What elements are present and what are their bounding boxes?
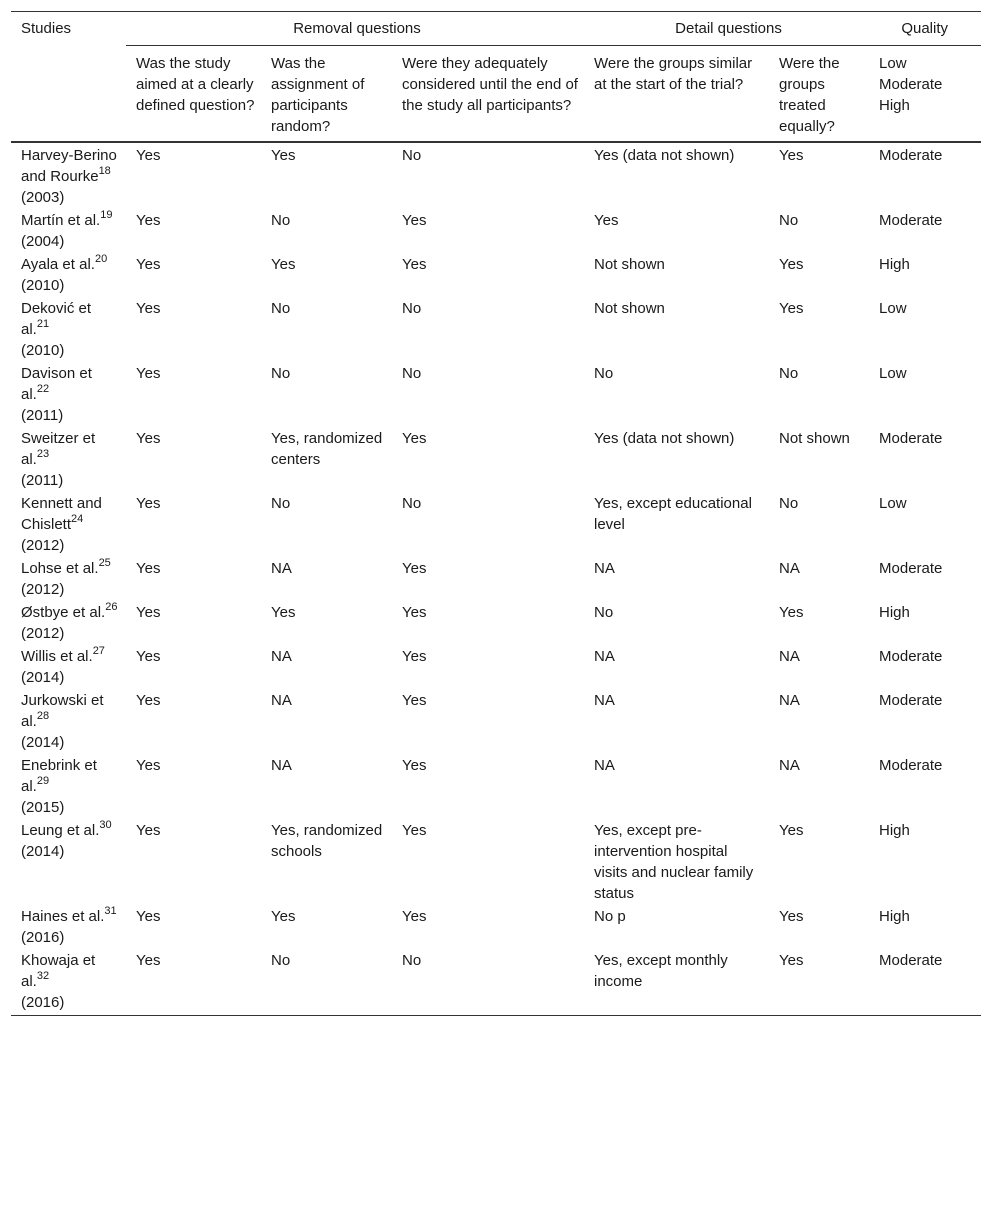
cell-quality: Low xyxy=(879,300,907,317)
cell-study xyxy=(11,427,126,492)
cell-random-assignment: Yes xyxy=(271,908,296,925)
study-reference-number: 31 xyxy=(104,905,117,917)
table-row xyxy=(11,142,981,209)
study-name: Willis et al. xyxy=(21,648,93,665)
cell-quality: Low xyxy=(879,495,907,512)
study-name: Martín et al. xyxy=(21,212,101,229)
cell-clearly-defined: Yes xyxy=(126,949,261,1016)
study-name: Deković et al. xyxy=(21,300,92,338)
cell-study xyxy=(11,557,126,601)
table-row xyxy=(11,427,981,492)
cell-random-assignment: NA xyxy=(271,560,292,577)
cell-groups-similar: Yes, except educational level xyxy=(594,495,752,533)
cell-clearly-defined: Yes xyxy=(136,908,161,925)
cell-clearly-defined: Yes xyxy=(136,365,161,382)
cell-groups-treated-equally: No xyxy=(779,495,799,512)
question-header-clearly-defined: Was the study aimed at a clearly defined question? xyxy=(126,46,261,143)
study-name: Harvey-Berino and Rourke xyxy=(21,147,117,185)
table-row xyxy=(11,601,981,645)
cell-clearly-defined: Yes xyxy=(136,147,161,164)
cell-clearly-defined: Yes xyxy=(136,495,161,512)
table-row xyxy=(11,689,981,754)
cell-participants-considered: Yes xyxy=(402,604,427,621)
cell-random-assignment: Yes xyxy=(271,604,296,621)
cell-quality: Moderate xyxy=(869,949,981,1016)
table-body xyxy=(11,142,981,1016)
cell-groups-similar: Yes (data not shown) xyxy=(594,430,735,447)
cell-study xyxy=(11,601,126,645)
question-header-participants-considered: Were they adequately considered until the end of the study all participants? xyxy=(392,46,584,143)
cell-random-assignment: NA xyxy=(271,757,292,774)
study-name: Østbye et al. xyxy=(21,604,106,621)
cell-clearly-defined: Yes xyxy=(136,604,161,621)
cell-participants-considered: Yes xyxy=(402,692,427,709)
quality-header: Quality xyxy=(869,12,981,46)
study-name: Lohse et al. xyxy=(21,560,99,577)
cell-random-assignment: Yes, randomized schools xyxy=(271,822,383,860)
study-name: Davison et al. xyxy=(21,365,92,403)
cell-groups-similar: NA xyxy=(594,692,615,709)
cell-random-assignment: No xyxy=(271,495,291,512)
table-row xyxy=(11,297,981,362)
cell-study xyxy=(11,142,126,209)
study-name: Leung et al. xyxy=(21,822,100,839)
cell-quality: High xyxy=(879,822,910,839)
study-reference-number: 24 xyxy=(71,513,84,525)
cell-clearly-defined: Yes xyxy=(136,212,161,229)
cell-clearly-defined: Yes xyxy=(136,757,161,774)
cell-clearly-defined: Yes xyxy=(136,430,161,447)
study-year: (2014) xyxy=(21,734,65,751)
cell-participants-considered: No xyxy=(402,365,422,382)
cell-groups-similar: Yes (data not shown) xyxy=(594,147,735,164)
cell-quality: Moderate xyxy=(879,757,943,774)
cell-study xyxy=(11,905,126,949)
study-name: Kennett and Chislett xyxy=(21,495,102,533)
study-year: (2012) xyxy=(21,581,65,598)
cell-clearly-defined: Yes xyxy=(136,560,161,577)
cell-groups-similar: Not shown xyxy=(594,256,665,273)
table-row xyxy=(11,819,981,905)
cell-groups-similar: NA xyxy=(594,648,615,665)
cell-groups-treated-equally: No xyxy=(779,365,799,382)
cell-groups-treated-equally: NA xyxy=(779,692,800,709)
question-header-groups-similar: Were the groups similar at the start of the trial? xyxy=(584,46,769,143)
cell-groups-treated-equally: No xyxy=(779,212,799,229)
study-name: Sweitzer et al. xyxy=(21,430,96,468)
cell-groups-treated-equally: NA xyxy=(779,560,800,577)
study-name: Jurkowski et al. xyxy=(21,692,104,730)
cell-clearly-defined: Yes xyxy=(136,300,161,317)
study-year: (2011) xyxy=(21,407,64,424)
cell-quality: High xyxy=(879,908,910,925)
cell-groups-treated-equally: Yes xyxy=(779,604,804,621)
quality-level-high: High xyxy=(879,97,910,114)
study-reference-number: 29 xyxy=(36,775,50,787)
cell-study xyxy=(11,645,126,689)
cell-random-assignment: Yes, randomized centers xyxy=(271,430,383,468)
table-header xyxy=(11,12,981,143)
study-reference-number: 30 xyxy=(99,819,112,831)
cell-quality: Low xyxy=(879,365,907,382)
cell-quality: Moderate xyxy=(879,212,943,229)
cell-participants-considered: No xyxy=(402,147,422,164)
study-reference-number: 23 xyxy=(36,448,50,460)
cell-participants-considered: Yes xyxy=(402,256,427,273)
cell-groups-treated-equally: Yes xyxy=(779,908,804,925)
cell-random-assignment: NA xyxy=(271,692,292,709)
cell-quality: Moderate xyxy=(879,430,943,447)
cell-quality: Moderate xyxy=(879,147,943,164)
cell-study xyxy=(11,297,126,362)
study-year: (2014) xyxy=(21,843,65,860)
cell-groups-treated-equally: NA xyxy=(779,648,800,665)
study-year: (2010) xyxy=(21,342,65,359)
cell-participants-considered: No xyxy=(402,300,422,317)
table-row xyxy=(11,905,981,949)
cell-study xyxy=(11,253,126,297)
cell-groups-treated-equally: Yes xyxy=(779,300,804,317)
cell-random-assignment: No xyxy=(271,365,291,382)
table-row xyxy=(11,754,981,819)
cell-random-assignment: Yes xyxy=(271,256,296,273)
study-name: Khowaja et al. xyxy=(21,952,96,990)
study-year: (2011) xyxy=(21,472,64,489)
study-name: Haines et al. xyxy=(21,908,105,925)
study-year: (2012) xyxy=(21,537,65,554)
study-reference-number: 22 xyxy=(36,383,50,395)
table-row xyxy=(11,492,981,557)
header-group-row xyxy=(11,12,981,46)
cell-random-assignment: No xyxy=(271,212,291,229)
table-row xyxy=(11,253,981,297)
cell-participants-considered: Yes xyxy=(402,430,427,447)
cell-clearly-defined: Yes xyxy=(136,822,161,839)
study-year: (2004) xyxy=(21,233,65,250)
cell-study xyxy=(11,209,126,253)
cell-groups-treated-equally: Yes xyxy=(769,949,869,1016)
study-year: (2015) xyxy=(21,799,65,816)
study-reference-number: 32 xyxy=(36,970,50,982)
cell-study xyxy=(11,362,126,427)
study-name: Enebrink et al. xyxy=(21,757,97,795)
cell-random-assignment: Yes xyxy=(271,147,296,164)
cell-quality: Moderate xyxy=(879,648,943,665)
cell-clearly-defined: Yes xyxy=(136,648,161,665)
cell-random-assignment: No xyxy=(271,300,291,317)
cell-quality: High xyxy=(879,256,910,273)
cell-participants-considered: Yes xyxy=(402,560,427,577)
cell-groups-similar: Yes, except pre-intervention hospital visits and nuclear family status xyxy=(594,822,754,902)
quality-assessment-table xyxy=(11,11,981,1016)
cell-study xyxy=(11,754,126,819)
cell-groups-similar: No xyxy=(594,604,614,621)
study-reference-number: 27 xyxy=(92,645,105,657)
study-reference-number: 25 xyxy=(98,557,111,569)
cell-participants-considered: Yes xyxy=(402,822,427,839)
cell-groups-similar: No xyxy=(594,365,614,382)
header-question-row xyxy=(11,46,981,143)
cell-groups-similar: NA xyxy=(594,757,615,774)
table-row xyxy=(11,949,981,1016)
detail-questions-header: Detail questions xyxy=(584,12,869,46)
table-row xyxy=(11,209,981,253)
study-reference-number: 19 xyxy=(100,209,113,221)
study-year: (2012) xyxy=(21,625,65,642)
table-row xyxy=(11,557,981,601)
study-reference-number: 26 xyxy=(105,601,118,613)
quality-assessment-table-container xyxy=(11,11,981,1016)
cell-groups-treated-equally: Not shown xyxy=(779,430,850,447)
study-reference-number: 18 xyxy=(98,165,111,177)
studies-header: Studies xyxy=(11,12,126,143)
study-reference-number: 28 xyxy=(36,710,50,722)
cell-groups-treated-equally: Yes xyxy=(779,147,804,164)
study-year: (2016) xyxy=(21,929,65,946)
cell-study xyxy=(11,819,126,905)
cell-groups-similar: Not shown xyxy=(594,300,665,317)
cell-groups-similar: Yes xyxy=(594,212,619,229)
cell-participants-considered: No xyxy=(392,949,584,1016)
study-year: (2003) xyxy=(21,189,65,206)
cell-participants-considered: No xyxy=(402,495,422,512)
cell-random-assignment: No xyxy=(261,949,392,1016)
cell-participants-considered: Yes xyxy=(402,757,427,774)
quality-level-moderate: Moderate xyxy=(879,76,943,93)
cell-groups-similar: NA xyxy=(594,560,615,577)
cell-quality: Moderate xyxy=(879,692,943,709)
cell-study xyxy=(11,949,126,1016)
cell-quality: Moderate xyxy=(879,560,943,577)
cell-groups-similar: No p xyxy=(594,908,626,925)
cell-groups-treated-equally: Yes xyxy=(779,822,804,839)
cell-study xyxy=(11,492,126,557)
table-row xyxy=(11,645,981,689)
study-reference-number: 21 xyxy=(36,318,50,330)
cell-groups-treated-equally: Yes xyxy=(779,256,804,273)
quality-level-low: Low xyxy=(879,55,907,72)
question-header-groups-treated-equally: Were the groups treated equally? xyxy=(769,46,869,143)
cell-study xyxy=(11,689,126,754)
cell-participants-considered: Yes xyxy=(402,212,427,229)
cell-quality: High xyxy=(879,604,910,621)
cell-random-assignment: NA xyxy=(271,648,292,665)
cell-groups-treated-equally: NA xyxy=(779,757,800,774)
cell-clearly-defined: Yes xyxy=(136,692,161,709)
cell-participants-considered: Yes xyxy=(402,908,427,925)
study-year: (2016) xyxy=(21,994,65,1011)
quality-levels-header xyxy=(869,46,981,143)
study-name: Ayala et al. xyxy=(21,256,95,273)
cell-clearly-defined: Yes xyxy=(136,256,161,273)
cell-participants-considered: Yes xyxy=(402,648,427,665)
table-row xyxy=(11,362,981,427)
removal-questions-header: Removal questions xyxy=(126,12,584,46)
question-header-random-assignment: Was the assignment of participants random? xyxy=(261,46,392,143)
study-year: (2010) xyxy=(21,277,65,294)
study-year: (2014) xyxy=(21,669,65,686)
cell-groups-similar: Yes, except monthly income xyxy=(584,949,769,1016)
study-reference-number: 20 xyxy=(94,253,108,265)
